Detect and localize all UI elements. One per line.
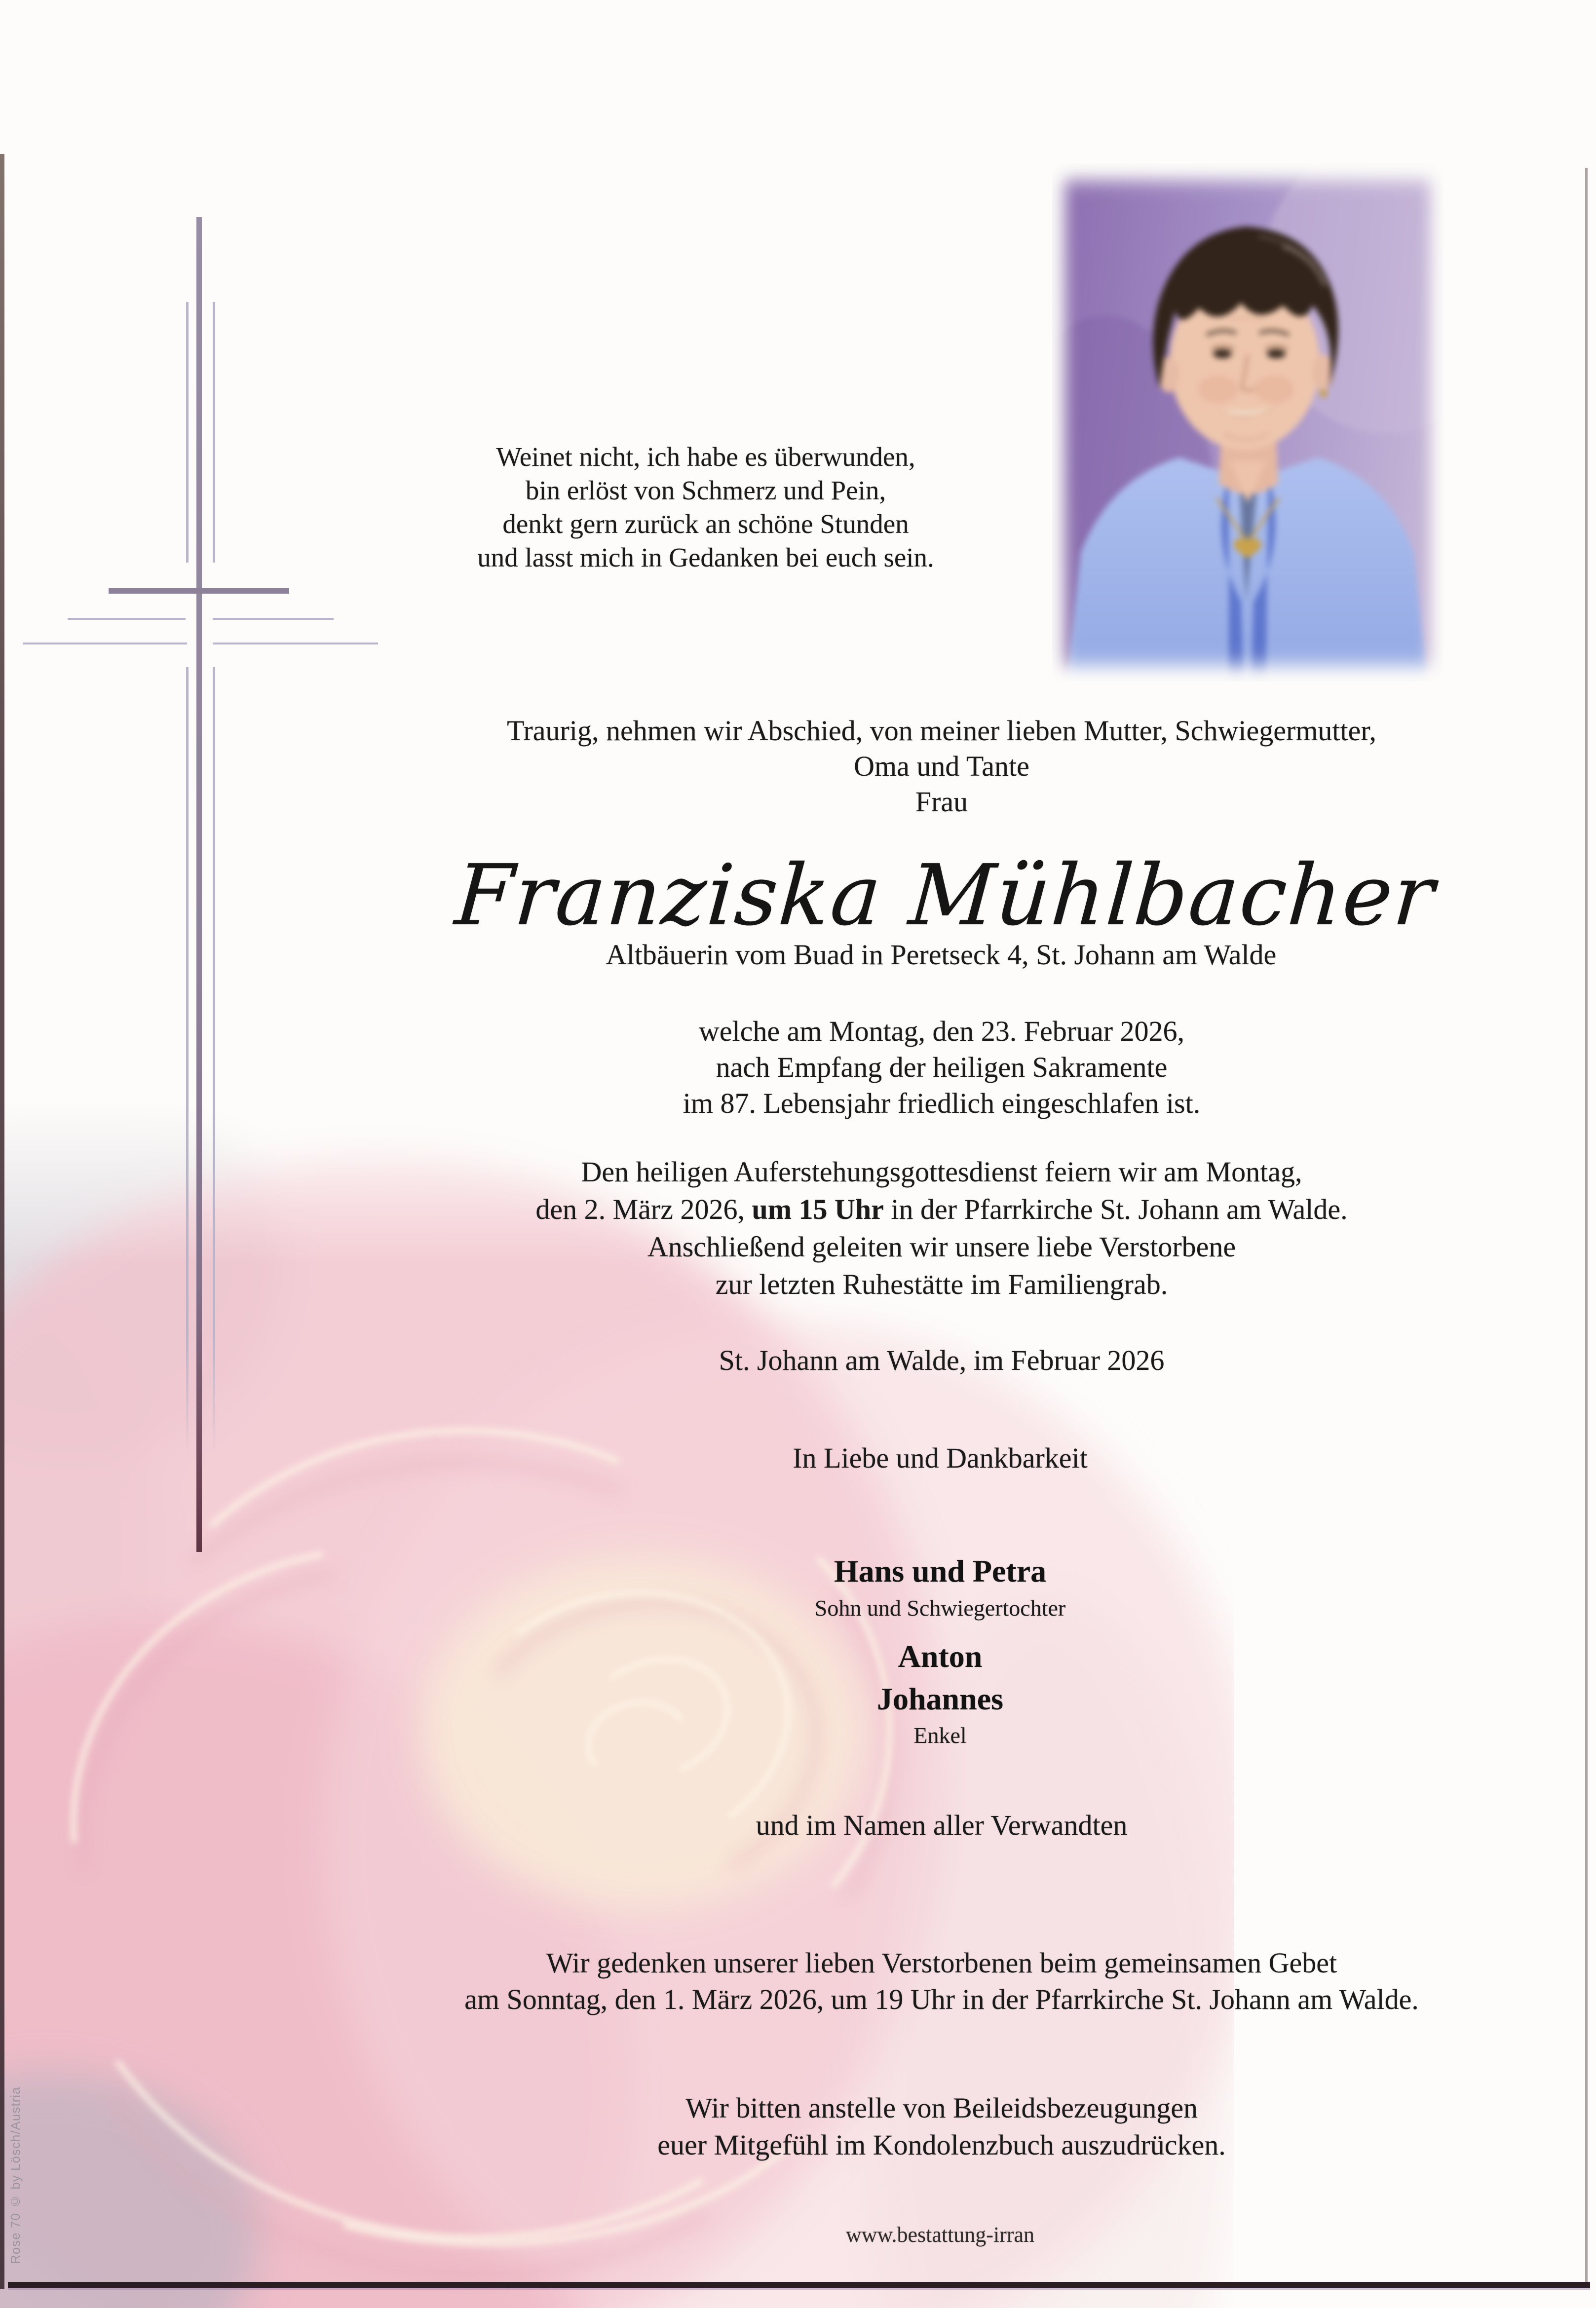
mourners-list: [815, 1550, 1065, 1751]
poem-line: Weinet nicht, ich habe es überwunden,: [496, 442, 915, 472]
poem-line: denkt gern zurück an schöne Stunden: [502, 509, 909, 539]
service-line: [535, 1191, 1347, 1228]
cross-accent-line: [23, 643, 187, 644]
service-line: Den heiligen Auferstehungsgottesdienst feiern wir am Montag,: [581, 1156, 1302, 1188]
mourner-role: Sohn und Schwiegertochter: [814, 1595, 1066, 1621]
scan-edge-bottom-fringe: [8, 2288, 1590, 2290]
scan-edge-bottom: [8, 2282, 1590, 2288]
passing-paragraph: [683, 1013, 1200, 1121]
service-line: zur letzten Ruhestätte im Familiengrab.: [715, 1268, 1168, 1300]
poem-line: bin erlöst von Schmerz und Pein,: [525, 475, 886, 505]
intro-paragraph: [507, 713, 1376, 820]
deceased-name: Franziska Mühlbacher: [452, 847, 1438, 945]
mourner-name: Hans und Petra: [834, 1553, 1047, 1589]
prayer-paragraph: [464, 1945, 1419, 2018]
intro-line: Frau: [915, 786, 968, 818]
cross-accent-line: [186, 302, 189, 563]
mourner-role: Enkel: [913, 1723, 967, 1748]
condolence-line: Wir bitten anstelle von Beileidsbezeugungen: [685, 2092, 1198, 2124]
cross-accent-line: [186, 667, 189, 1456]
scan-edge-right: [1585, 168, 1588, 2286]
closing-line: In Liebe und Dankbarkeit: [793, 1442, 1088, 1474]
deceased-subtitle: Altbäuerin vom Buad in Peretseck 4, St. Johann am Walde: [606, 939, 1277, 971]
cross-accent-line: [213, 618, 334, 620]
mourner-name: Johannes: [876, 1681, 1004, 1716]
passing-line: im 87. Lebensjahr friedlich eingeschlafen ist.: [683, 1087, 1201, 1119]
cross-accent-line: [213, 643, 378, 644]
condolence-line: euer Mitgefühl im Kondolenzbuch auszudrücken.: [657, 2129, 1226, 2161]
portrait-photo: [1052, 163, 1443, 681]
service-line-part: den 2. März 2026,: [535, 1193, 752, 1225]
intro-line: Traurig, nehmen wir Abschied, von meiner lieben Mutter, Schwiegermutter,: [507, 715, 1376, 747]
service-line: Anschließend geleiten wir unsere liebe Verstorbene: [647, 1231, 1236, 1263]
cross-accent-line: [213, 302, 215, 563]
prayer-line: am Sonntag, den 1. März 2026, um 19 Uhr in der Pfarrkirche St. Johann am Walde.: [464, 1983, 1419, 2015]
mourner-name: Anton: [898, 1639, 983, 1674]
cross-bar: [109, 588, 289, 594]
service-time-bold: um 15 Uhr: [752, 1193, 884, 1225]
dateline: St. Johann am Walde, im Februar 2026: [719, 1344, 1165, 1376]
website-text: www.bestattung-irran: [845, 2223, 1035, 2247]
condolence-paragraph: [657, 2089, 1226, 2163]
spacer: [815, 1624, 1065, 1635]
poem: [477, 440, 934, 574]
intro-line: Oma und Tante: [854, 750, 1029, 782]
service-paragraph: [535, 1153, 1347, 1303]
scan-edge-left: [0, 154, 4, 2289]
relatives-line: und im Namen aller Verwandten: [756, 1809, 1128, 1841]
photo-credit-vertical: Rose 70 © by Lösch/Austria: [8, 2086, 23, 2264]
cross-stem: [196, 217, 202, 1552]
poem-line: und lasst mich in Gedanken bei euch sein.: [477, 542, 934, 572]
service-line-part: in der Pfarrkirche St. Johann am Walde.: [883, 1193, 1348, 1225]
cross-accent-line: [68, 618, 186, 620]
photo-feathered-edge: [1052, 163, 1443, 681]
cross-accent-line: [213, 667, 215, 1456]
prayer-line: Wir gedenken unserer lieben Verstorbenen beim gemeinsamen Gebet: [546, 1947, 1337, 1979]
passing-line: welche am Montag, den 23. Februar 2026,: [698, 1015, 1185, 1047]
passing-line: nach Empfang der heiligen Sakramente: [716, 1051, 1168, 1083]
